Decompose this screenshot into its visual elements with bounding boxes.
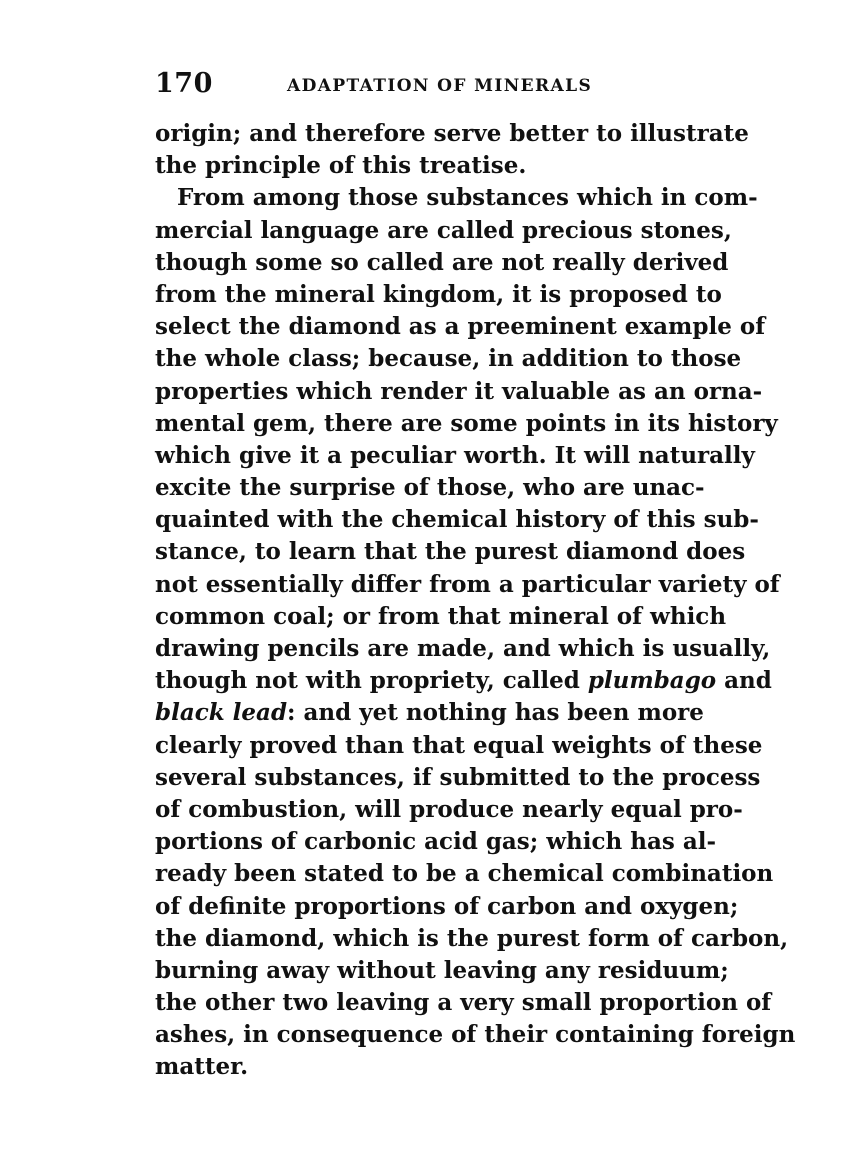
text-line: stance, to learn that the purest diamond does xyxy=(155,538,746,566)
text-line: select the diamond as a preeminent example of xyxy=(155,313,766,341)
text-line: portions of carbonic acid gas; which has al- xyxy=(155,828,717,856)
text-line: ready been stated to be a chemical combination xyxy=(155,860,774,888)
text-line: the whole class; because, in addition to those xyxy=(155,345,742,373)
text-line: mercial language are called precious stones, xyxy=(155,216,732,244)
running-title: ADAPTATION OF MINERALS xyxy=(287,76,593,96)
text-line: not essentially differ from a particular variety of xyxy=(155,570,780,598)
text-line: drawing pencils are made, and which is usually, xyxy=(155,635,771,662)
text-line: which give it a peculiar worth. It will naturally xyxy=(155,441,755,469)
text-line-mixed xyxy=(155,697,704,729)
text-run: though not with propriety, called xyxy=(155,667,580,695)
text-line: the principle of this treatise. xyxy=(155,152,527,180)
text-run-and: and xyxy=(724,667,772,695)
text-line: From among those substances which in com- xyxy=(177,184,758,212)
text-line: matter. xyxy=(155,1053,249,1081)
text-line: excite the surprise of those, who are unac- xyxy=(155,474,705,502)
text-line: of combustion, will produce nearly equal pro- xyxy=(155,795,743,823)
text-line: from the mineral kingdom, it is proposed to xyxy=(155,280,722,308)
text-line: burning away without leaving any residuum; xyxy=(155,956,729,984)
page-number: 170 xyxy=(155,68,213,99)
text-line: origin; and therefore serve better to illustrate xyxy=(155,120,749,147)
italic-term-plumbago: plumbago xyxy=(587,667,717,695)
text-line: clearly proved than that equal weights of these xyxy=(155,731,763,759)
text-line-mixed xyxy=(155,665,772,697)
text-line: the other two leaving a very small proportion of xyxy=(155,989,772,1017)
body-text xyxy=(155,118,796,1084)
text-line: though some so called are not really derived xyxy=(155,248,729,276)
text-line: common coal; or from that mineral of which xyxy=(155,602,727,630)
text-line: the diamond, which is the purest form of carbon, xyxy=(155,924,789,952)
italic-term-black-lead: black lead xyxy=(155,699,288,727)
text-line: properties which render it valuable as an orna- xyxy=(155,377,763,405)
text-line: quainted with the chemical history of this sub- xyxy=(155,506,759,534)
text-line: ashes, in consequence of their containing foreign xyxy=(155,1021,796,1049)
text-line: several substances, if submitted to the process xyxy=(155,763,761,791)
running-head xyxy=(155,66,715,106)
text-run: : and yet nothing has been more xyxy=(287,699,704,727)
text-line: of definite proportions of carbon and oxygen; xyxy=(155,892,739,920)
text-line: mental gem, there are some points in its history xyxy=(155,409,778,437)
